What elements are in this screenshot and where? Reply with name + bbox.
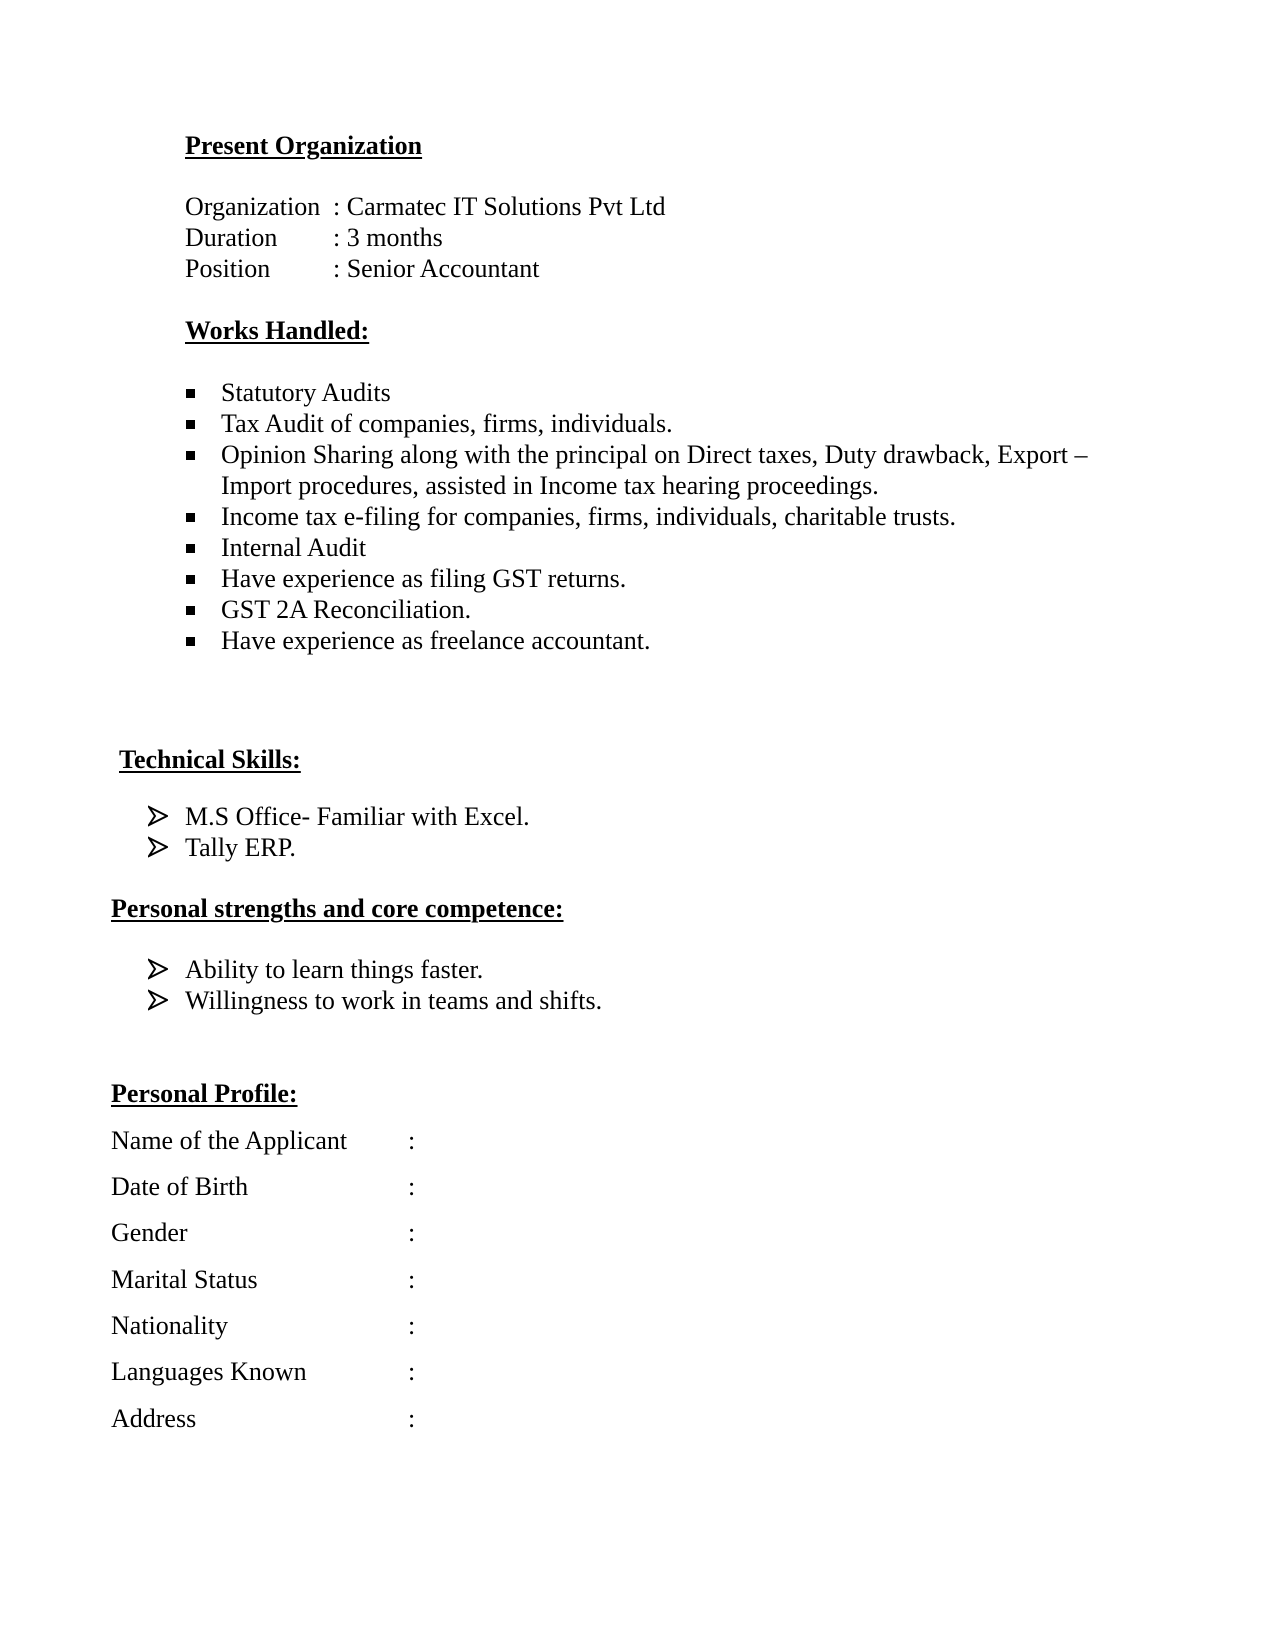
profile-label-name: Name of the Applicant xyxy=(111,1126,348,1155)
arrowhead-bullet-icon xyxy=(148,958,168,980)
works-handled-heading: Works Handled: xyxy=(185,316,370,345)
profile-label-nationality: Nationality xyxy=(111,1311,228,1340)
duration-label: Duration xyxy=(185,223,278,252)
personal-profile-heading: Personal Profile: xyxy=(111,1079,298,1108)
works-item: Tax Audit of companies, firms, individuals. xyxy=(221,409,673,438)
works-item: Income tax e-filing for companies, firms, individuals, charitable trusts. xyxy=(221,502,957,531)
works-item: Internal Audit xyxy=(221,533,367,562)
square-bullet-icon xyxy=(186,389,195,398)
technical-skill-item: Tally ERP. xyxy=(185,833,296,862)
profile-colon: : xyxy=(408,1357,416,1386)
profile-colon: : xyxy=(408,1404,416,1433)
position-label: Position xyxy=(185,254,271,283)
profile-label-marital-status: Marital Status xyxy=(111,1265,258,1294)
works-item: Statutory Audits xyxy=(221,378,391,407)
works-item: Have experience as filing GST returns. xyxy=(221,564,627,593)
works-item-continuation: Import procedures, assisted in Income tax hearing proceedings. xyxy=(221,471,879,500)
square-bullet-icon xyxy=(186,451,195,460)
profile-colon: : xyxy=(408,1126,416,1155)
profile-label-languages: Languages Known xyxy=(111,1357,307,1386)
works-item: Have experience as freelance accountant. xyxy=(221,626,651,655)
arrowhead-bullet-icon xyxy=(148,836,168,858)
profile-label-gender: Gender xyxy=(111,1218,188,1247)
works-item: GST 2A Reconciliation. xyxy=(221,595,472,624)
organization-value: : Carmatec IT Solutions Pvt Ltd xyxy=(333,192,666,221)
square-bullet-icon xyxy=(186,637,195,646)
position-value: : Senior Accountant xyxy=(333,254,540,283)
duration-value: : 3 months xyxy=(333,223,443,252)
profile-label-dob: Date of Birth xyxy=(111,1172,249,1201)
square-bullet-icon xyxy=(186,513,195,522)
square-bullet-icon xyxy=(186,606,195,615)
works-item: Opinion Sharing along with the principal on Direct taxes, Duty drawback, Export – xyxy=(221,440,1088,469)
square-bullet-icon xyxy=(186,575,195,584)
strengths-heading: Personal strengths and core competence: xyxy=(111,894,564,923)
arrowhead-bullet-icon xyxy=(148,989,168,1011)
strength-item: Ability to learn things faster. xyxy=(185,955,484,984)
profile-colon: : xyxy=(408,1172,416,1201)
profile-colon: : xyxy=(408,1265,416,1294)
profile-label-address: Address xyxy=(111,1404,197,1433)
arrowhead-bullet-icon xyxy=(148,805,168,827)
strength-item: Willingness to work in teams and shifts. xyxy=(185,986,603,1015)
organization-label: Organization xyxy=(185,192,321,221)
square-bullet-icon xyxy=(186,544,195,553)
square-bullet-icon xyxy=(186,420,195,429)
profile-colon: : xyxy=(408,1218,416,1247)
technical-skill-item: M.S Office- Familiar with Excel. xyxy=(185,802,530,831)
technical-skills-heading: Technical Skills: xyxy=(119,745,301,774)
present-organization-heading: Present Organization xyxy=(185,131,423,160)
profile-colon: : xyxy=(408,1311,416,1340)
